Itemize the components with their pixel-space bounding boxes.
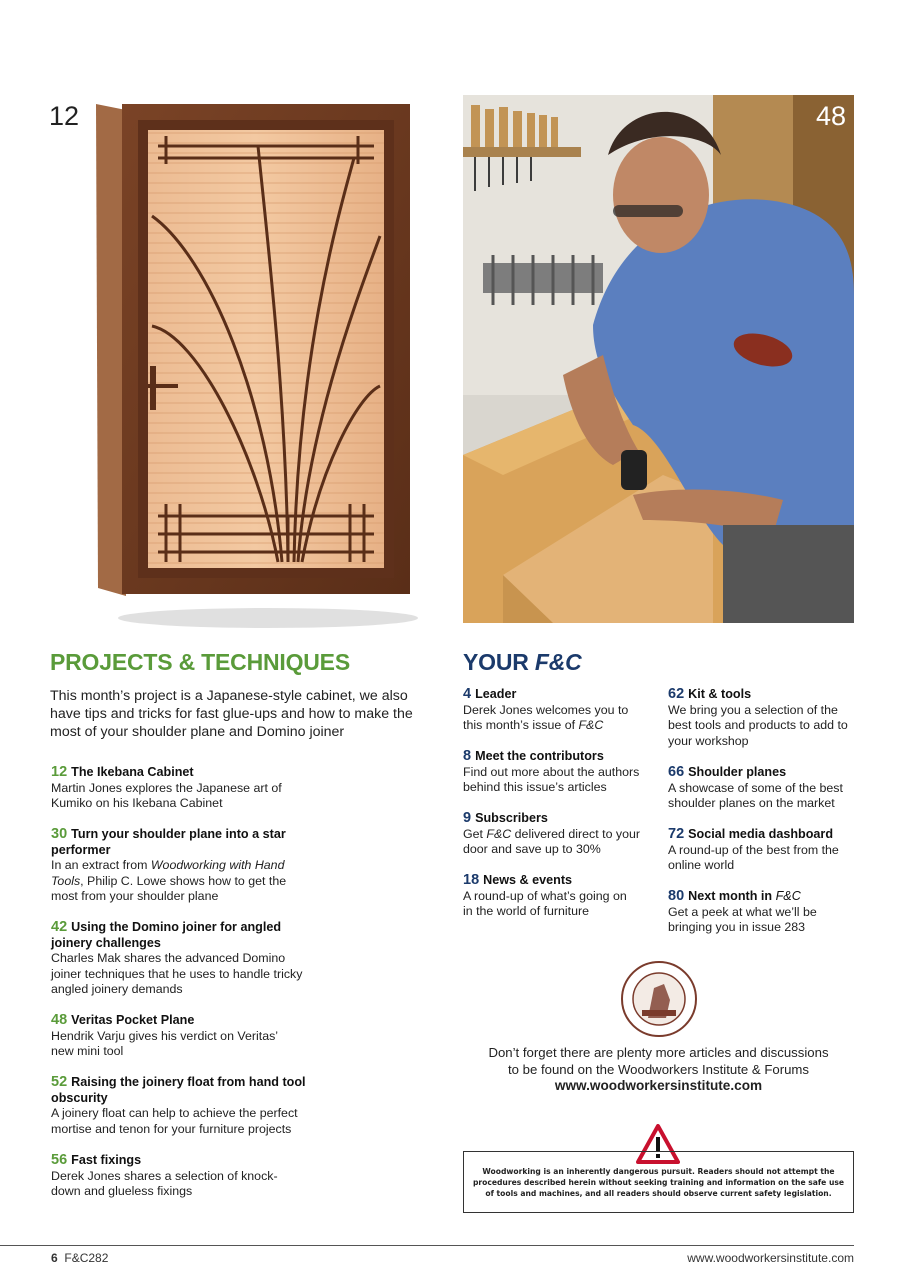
- website-link[interactable]: www.woodworkersinstitute.com: [554, 1078, 763, 1093]
- list-item[interactable]: 66 Shoulder planes A showcase of some of the best shoulder planes on the market: [668, 764, 843, 811]
- woodworkers-institute-logo[interactable]: [620, 960, 698, 1038]
- craftsman-page-number: 48: [815, 101, 846, 131]
- safety-warning: Woodworking is an inherently dangerous pursuit. Readers should not attempt the procedures described herein without seeking training and information on the safe use of tools and machines, and all readers should observe current safety legislation.: [463, 1151, 854, 1213]
- footer-page: 6 F&C282: [51, 1251, 109, 1265]
- list-item[interactable]: 8 Meet the contributors Find out more about the authors behind this issue’s articles: [463, 748, 640, 795]
- promo-text: Don’t forget there are plenty more articles and discussions to be found on the Woodworkers Institute & Forums www.woodworkersinstitute.com: [463, 1045, 854, 1095]
- list-item[interactable]: 42 Using the Domino joiner for angled joinery challenges Charles Mak shares the advanced Domino joiner techniques that he uses to handle tricky angled joinery demands: [51, 919, 303, 997]
- list-item[interactable]: 52 Raising the joinery float from hand tool obscurity A joinery float can help to achieve the perfect mortise and tenon for your furniture projects: [51, 1074, 306, 1136]
- list-item[interactable]: 30 Turn your shoulder plane into a star performer In an extract from Woodworking with Hand Tools, Philip C. Lowe shows how to get the most from your shoulder plane: [51, 826, 287, 904]
- projects-intro: This month’s project is a Japanese-style cabinet, we also have tips and tricks for fast glue-ups and how to make the most of your shoulder plane and Domino joiner: [50, 688, 413, 740]
- list-item[interactable]: 72 Social media dashboard A round-up of the best from the online world: [668, 826, 839, 873]
- your-fc-heading: YOUR F&C: [463, 649, 582, 675]
- list-item[interactable]: 56 Fast fixings Derek Jones shares a selection of knock-down and glueless fixings: [51, 1152, 278, 1199]
- cabinet-page-number: 12: [49, 101, 80, 131]
- projects-heading: PROJECTS & TECHNIQUES: [50, 649, 350, 675]
- craftsman-photo: [463, 95, 854, 623]
- list-item[interactable]: 80 Next month in F&C Get a peek at what we’ll be bringing you in issue 283: [668, 888, 817, 935]
- list-item[interactable]: 62 Kit & tools We bring you a selection of the best tools and products to add to your workshop: [668, 686, 848, 748]
- footer-url[interactable]: www.woodworkersinstitute.com: [687, 1251, 854, 1265]
- list-item[interactable]: 12 The Ikebana Cabinet Martin Jones explores the Japanese art of Kumiko on his Ikebana Cabinet: [51, 764, 282, 811]
- footer-rule: [0, 1245, 854, 1246]
- list-item[interactable]: 18 News & events A round-up of what’s going on in the world of furniture: [463, 872, 627, 919]
- cabinet-photo: [49, 96, 423, 636]
- list-item[interactable]: 48 Veritas Pocket Plane Hendrik Varju gives his verdict on Veritas’ new mini tool: [51, 1012, 278, 1059]
- list-item[interactable]: 9 Subscribers Get F&C delivered direct to your door and save up to 30%: [463, 810, 641, 857]
- list-item[interactable]: 4 Leader Derek Jones welcomes you to this month’s issue of F&C: [463, 686, 629, 733]
